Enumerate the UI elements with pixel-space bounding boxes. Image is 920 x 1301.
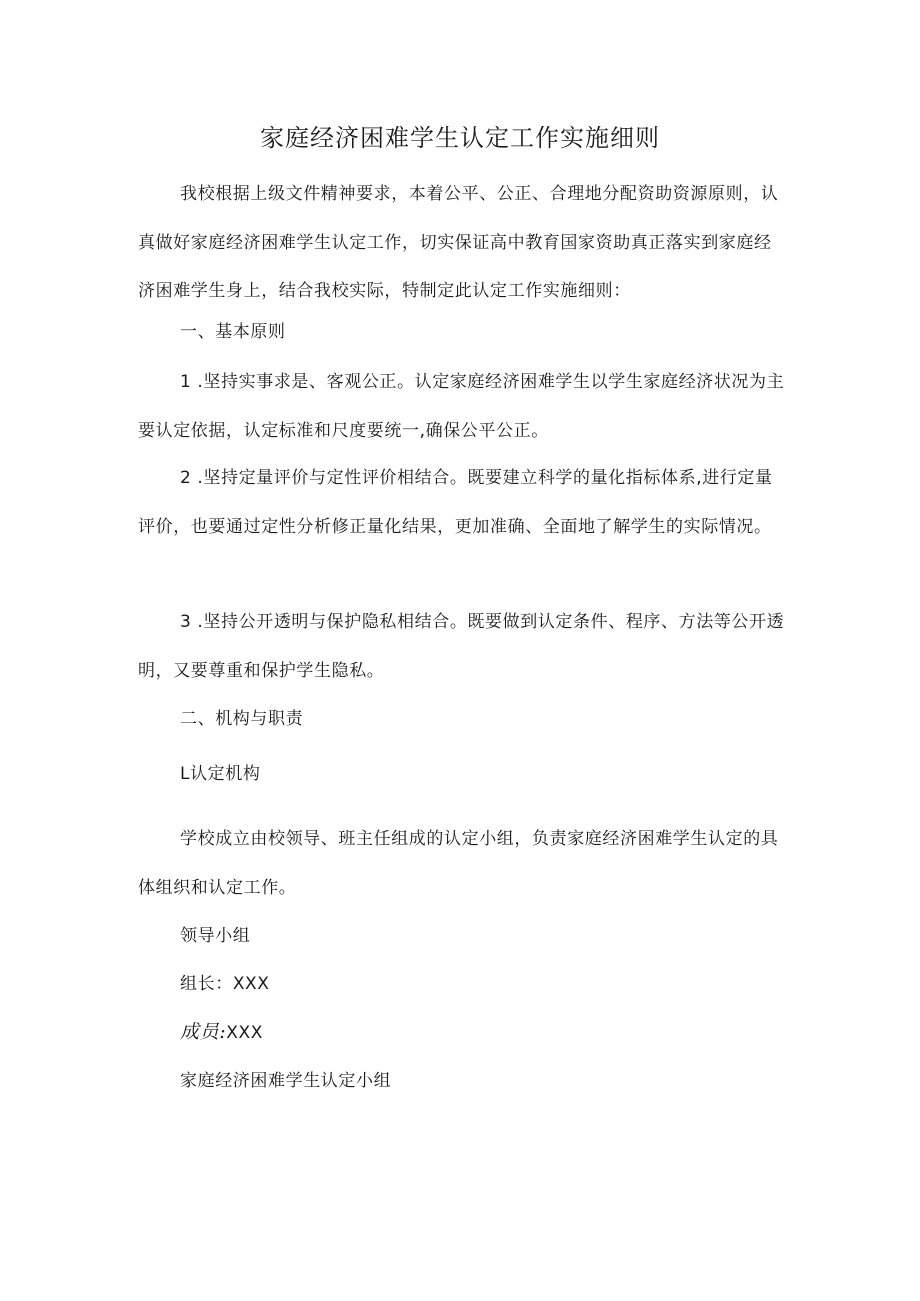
agency-paragraph: 学校成立由校领导、班主任组成的认定小组，负责家庭经济困难学生认定的具体组织和认定工作。 bbox=[138, 829, 779, 898]
intro-paragraph: 我校根据上级文件精神要求，本着公平、公正、合理地分配资助资源原则，认真做好家庭经济困难学生认定工作，切实保证高中教育国家资助真正落实到家庭经济困难学生身上，结合我校实际，特制定此认定工作实施细则： bbox=[138, 184, 779, 301]
principle-3: 3 .坚持公开透明与保护隐私相结合。既要做到认定条件、程序、方法等公开透明，又要尊重和保护学生隐私。 bbox=[138, 612, 785, 681]
section-heading-principles: 一、基本原则 bbox=[180, 322, 286, 342]
group-leader-value: XXX bbox=[232, 974, 270, 994]
members-line bbox=[180, 1018, 263, 1047]
principle-1: 1 .坚持实事求是、客观公正。认定家庭经济困难学生以学生家庭经济状况为主要认定依据，认定标准和尺度要统一,确保公平公正。 bbox=[138, 372, 785, 441]
members-value: XXX bbox=[226, 1023, 263, 1043]
group-leader-label: 组长： bbox=[180, 974, 233, 994]
subsection-heading-agency: L认定机构 bbox=[180, 764, 261, 784]
group-leader-line bbox=[180, 970, 270, 998]
section-heading-organization: 二、机构与职责 bbox=[180, 709, 304, 729]
leader-group-heading: 领导小组 bbox=[180, 926, 251, 946]
document-title: 家庭经济困难学生认定工作实施细则 bbox=[260, 124, 660, 152]
members-label: 成员: bbox=[180, 1021, 227, 1043]
committee-heading: 家庭经济困难学生认定小组 bbox=[180, 1071, 392, 1091]
principle-2: 2 .坚持定量评价与定性评价相结合。既要建立科学的量化指标体系,进行定量评价，也要通过定性分析修正量化结果，更加准确、全面地了解学生的实际情况。 bbox=[138, 468, 773, 537]
